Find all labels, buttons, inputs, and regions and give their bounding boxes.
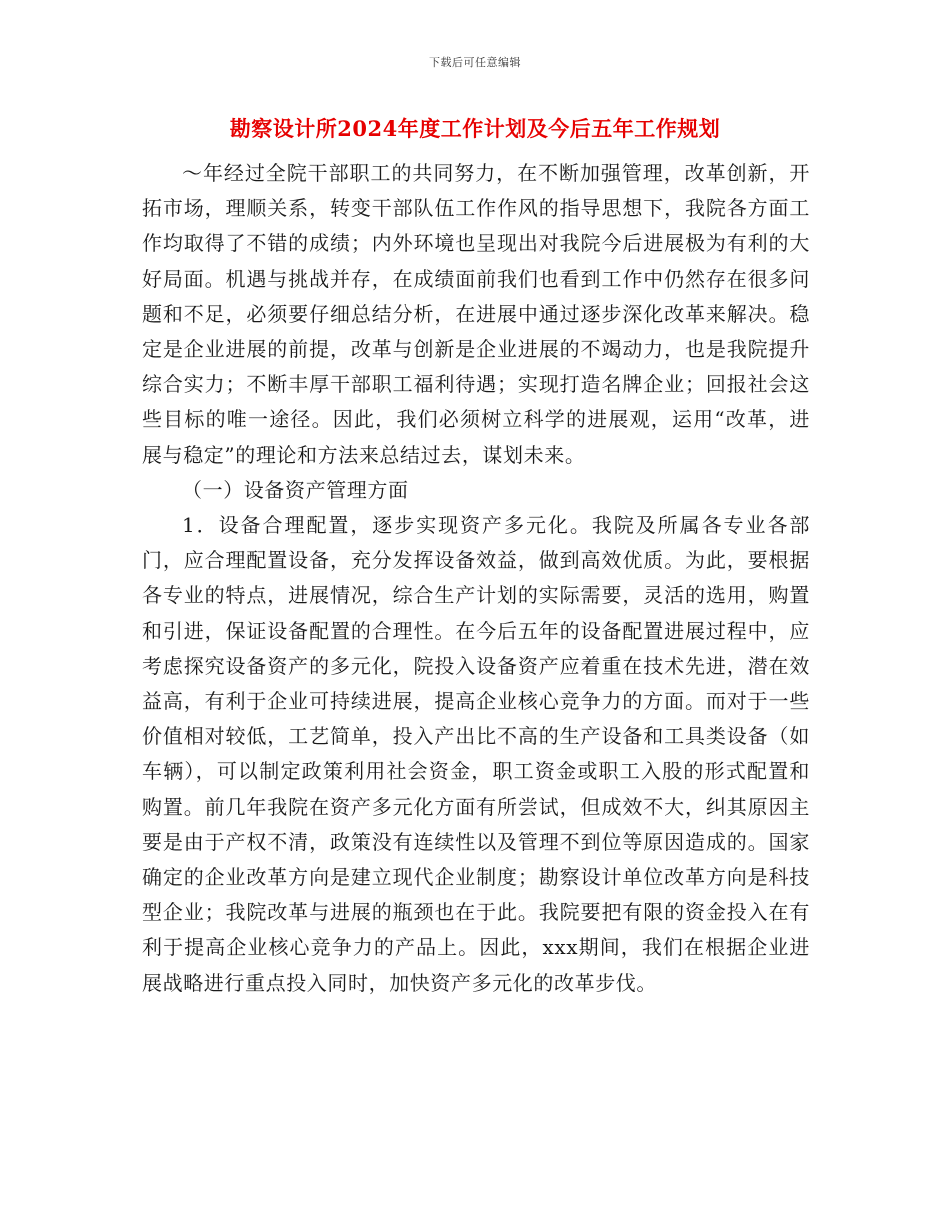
item-1-paragraph: 1．设备合理配置，逐步实现资产多元化。我院及所属各专业各部门，应合理配置设备，充分发挥设备效益，做到高效优质。为此，要根据各专业的特点，进展情况，综合生产计划的实际需要，灵活的选用，购置和引进，保证设备配置的合理性。在今后五年的设备配置进展过程中，应考虑探究设备资产的多元化，院投入设备资产应着重在技术先进，潜在效益高，有利于企业可持续进展，提高企业核心竞争力的方面。而对于一些价值相对较低，工艺简单，投入产出比不高的生产设备和工具类设备（如车辆），可以制定政策利用社会资金，职工资金或职工入股的形式配置和购置。前几年我院在资产多元化方面有所尝试，但成效不大，纠其原因主要是由于产权不清，政策没有连续性以及管理不到位等原因造成的。国家确定的企业改革方向是建立现代企业制度；勘察设计单位改革方向是科技型企业；我院改革与进展的瓶颈也在于此。我院要把有限的资金投入在有利于提高企业核心竞争力的产品上。因此，xxx期间，我们在根据企业进展战略进行重点投入同时，加快资产多元化的改革步伐。 bbox=[142, 513, 810, 995]
header-note: 下载后可任意编辑 bbox=[429, 56, 521, 69]
section-heading: （一）设备资产管理方面 bbox=[182, 477, 409, 502]
intro-paragraph: ～年经过全院干部职工的共同努力，在不断加强管理，改革创新，开拓市场，理顺关系，转变干部队伍工作作风的指导思想下，我院各方面工作均取得了不错的成绩；内外环境也呈现出对我院今后进展极为有利的大好局面。机遇与挑战并存，在成绩面前我们也看到工作中仍然存在很多问题和不足，必须要仔细总结分析，在进展中通过逐步深化改革来解决。稳定是企业进展的前提，改革与创新是企业进展的不竭动力，也是我院提升综合实力；不断丰厚干部职工福利待遇；实现打造名牌企业；回报社会这些目标的唯一途径。因此，我们必须树立科学的进展观，运用“改革，进展与稳定”的理论和方法来总结过去，谋划未来。 bbox=[142, 161, 810, 467]
document-body bbox=[142, 156, 810, 1001]
document-title: 勘察设计所2024年度工作计划及今后五年工作规划 bbox=[229, 116, 721, 141]
